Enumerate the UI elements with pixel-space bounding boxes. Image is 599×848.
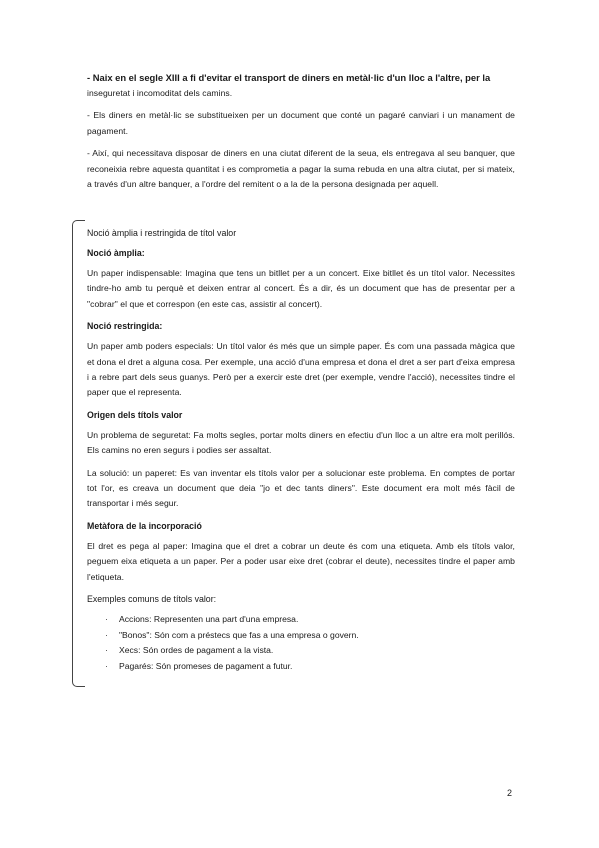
section-text-origin-2: La solució: un paperet: Es van inventar els títols valor per a solucionar este problema. En comptes de portar tot l'or, es creava un document que deia "jo et dec tants diners". Este document era molt més fàcil de transportar i més segur. [87,467,515,509]
section-heading-origin: Origen dels títols valor [87,409,183,420]
intro-section [87,70,515,199]
section-text-metaphor: El dret es pega al paper: Imagina que el dret a cobrar un deute és com una etiqueta. Amb els títols valor, peguem eixa etiqueta a un paper. Per a poder usar eixe dret (cobrar el deute), necessites tindre el paper amb l'etiqueta. [87,540,515,582]
intro-paragraph-2: - Els diners en metàl·lic se substitueixen per un document que conté un pagaré canviari i un manament de pagament. [87,110,515,136]
section-text-origin-1: Un problema de seguretat: Fa molts segles, portar molts diners en efectiu d'un lloc a un altre era molt perillós. Els camins no eren segurs i podies ser assaltat. [87,429,515,456]
margin-bracket-line [72,229,73,681]
section-heading-metaphor: Metàfora de la incorporació [87,520,202,531]
bullet-icon: · [105,614,108,625]
margin-bracket-bottom [72,680,85,687]
intro-paragraph-3: - Així, qui necessitava disposar de diners en una ciutat diferent de la seua, els entregava al seu banquer, que reconeixia rebre aquesta quantitat i es comprometia a pagar la suma rebuda en una altra ciutat, per si mateix, a través d'un altre banquer, a l'ordre del remitent o a la de la persona designada per aquell. [87,148,515,190]
examples-list [87,612,515,674]
page-number: 2 [507,788,513,798]
notes-section [87,226,515,674]
notes-title: Noció àmplia i restringida de títol valor [87,228,237,238]
list-item: · Accions: Representen una part d'una empresa. [87,612,515,628]
bullet-icon: · [105,645,108,656]
examples-heading: Exemples comuns de títols valor: [87,594,217,605]
section-heading-broad: Noció àmplia: [87,248,145,258]
section-heading-restricted: Noció restringida: [87,321,163,332]
section-text-restricted: Un paper amb poders especials: Un títol valor és més que un simple paper. És com una passada màgica que et dona el dret a alguna cosa. Per exemple, una acció d'una empresa et dona el dret a ser part d'eixa empresa i a rebre part dels seus guanys. Però per a exercir este dret (per exemple, vendre l'acció), necessites tindre el paper que el representa. [87,341,515,398]
bullet-icon: · [105,660,108,671]
margin-bracket-top [72,220,85,231]
list-item: · Pagarés: Són promeses de pagament a futur. [87,659,515,675]
list-item: · "Bonos": Són com a préstecs que fas a una empresa o govern. [87,628,515,644]
intro-paragraph-1-rest: inseguretat i incomoditat dels camins. [87,88,233,98]
section-text-broad: Un paper indispensable: Imagina que tens un bitllet per a un concert. Eixe bitllet és un títol valor. Necessites tindre-ho amb tu perquè et deixen entrar al concert. És a dir, és un document que has de presentar per a "cobrar" el que et correspon (en este cas, assistir al concert). [87,268,515,309]
list-item: · Xecs: Són ordes de pagament a la vista. [87,643,515,659]
intro-paragraph-1-bold: - Naix en el segle XIII a fi d'evitar el transport de diners en metàl·lic d'un lloc a l'altre, per la [87,72,491,83]
bullet-icon: · [105,629,108,640]
